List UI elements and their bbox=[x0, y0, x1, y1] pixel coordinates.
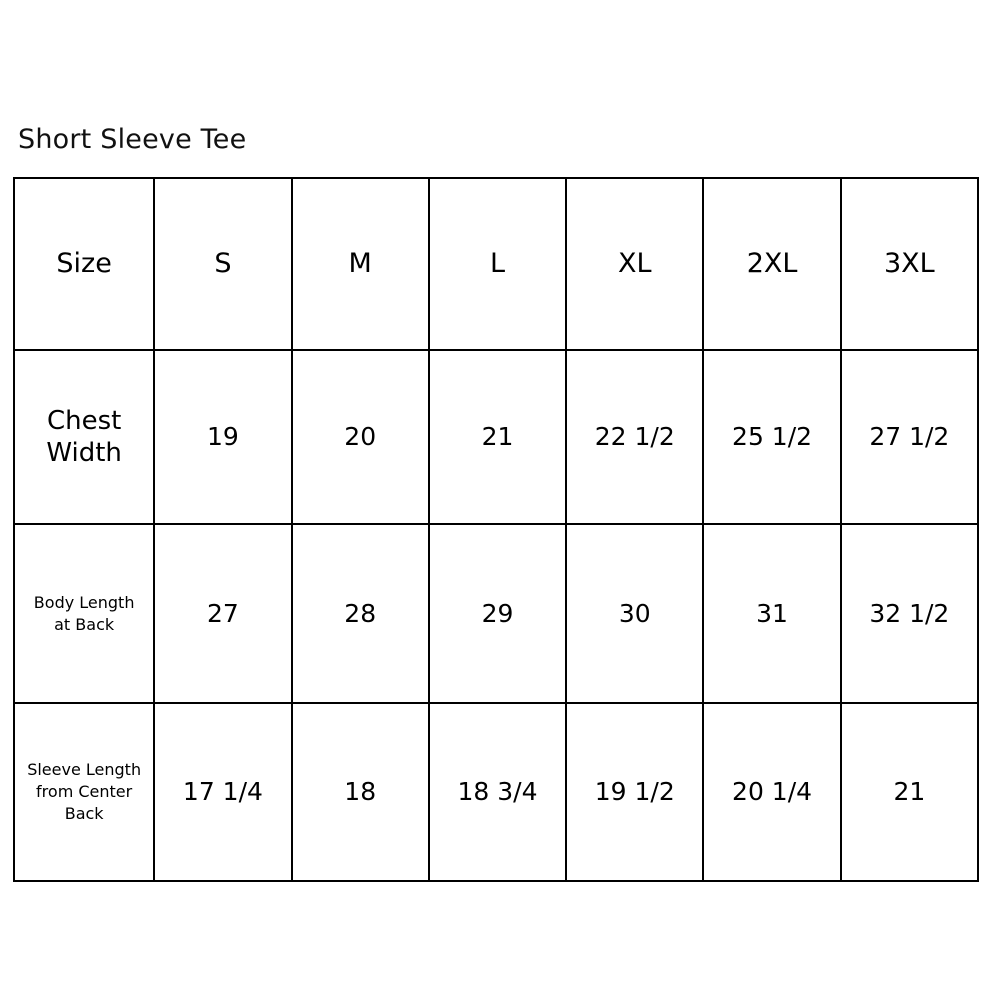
column-header-xl bbox=[566, 178, 703, 350]
cell-sleeve-s bbox=[154, 703, 291, 881]
cell-body-m bbox=[292, 524, 429, 703]
column-header-s bbox=[154, 178, 291, 350]
cell-value: 27 1/2 bbox=[869, 422, 950, 451]
column-header-3xl bbox=[841, 178, 978, 350]
table-header-row bbox=[14, 178, 978, 350]
cell-value: 29 bbox=[481, 598, 514, 628]
cell-sleeve-xl bbox=[566, 703, 703, 881]
cell-chest-m bbox=[292, 350, 429, 524]
row-label-line: at Back bbox=[54, 614, 115, 634]
cell-chest-xl bbox=[566, 350, 703, 524]
cell-value: 18 3/4 bbox=[457, 777, 538, 806]
cell-value: 20 bbox=[344, 422, 377, 451]
column-header-l bbox=[429, 178, 566, 350]
row-header-sleeve-length bbox=[14, 703, 154, 881]
cell-sleeve-3xl bbox=[841, 703, 978, 881]
cell-value: 19 bbox=[207, 422, 239, 451]
cell-value: 21 bbox=[481, 422, 514, 451]
column-header-2xl bbox=[703, 178, 840, 350]
table-row bbox=[14, 350, 978, 524]
cell-sleeve-m bbox=[292, 703, 429, 881]
row-label-line: Sleeve Length bbox=[27, 760, 142, 779]
cell-sleeve-l bbox=[429, 703, 566, 881]
row-header-body-length bbox=[14, 524, 154, 703]
column-header-size bbox=[14, 178, 154, 350]
cell-value: 22 1/2 bbox=[594, 422, 675, 451]
cell-body-xl bbox=[566, 524, 703, 703]
column-header-label: L bbox=[489, 248, 505, 279]
row-header-chest-width bbox=[14, 350, 154, 524]
cell-body-3xl bbox=[841, 524, 978, 703]
cell-value: 28 bbox=[344, 598, 377, 628]
column-header-label: XL bbox=[617, 248, 652, 279]
cell-chest-2xl bbox=[703, 350, 840, 524]
cell-body-2xl bbox=[703, 524, 840, 703]
column-header-label: 2XL bbox=[746, 248, 798, 279]
row-label-line: Back bbox=[64, 804, 104, 823]
column-header-label: S bbox=[214, 248, 232, 279]
cell-body-s bbox=[154, 524, 291, 703]
cell-value: 27 bbox=[207, 598, 239, 628]
page-title: Short Sleeve Tee bbox=[18, 124, 247, 155]
cell-value: 30 bbox=[618, 598, 651, 628]
cell-value: 18 bbox=[344, 777, 377, 806]
cell-value: 31 bbox=[756, 598, 788, 628]
column-header-m bbox=[292, 178, 429, 350]
cell-sleeve-2xl bbox=[703, 703, 840, 881]
cell-value: 17 1/4 bbox=[182, 777, 263, 806]
cell-value: 20 1/4 bbox=[732, 777, 813, 806]
column-header-label: M bbox=[348, 248, 372, 279]
cell-chest-l bbox=[429, 350, 566, 524]
table-row bbox=[14, 524, 978, 703]
column-header-label: 3XL bbox=[883, 248, 935, 279]
cell-chest-3xl bbox=[841, 350, 978, 524]
row-label-line: from Center bbox=[36, 782, 133, 801]
size-chart-table bbox=[13, 177, 979, 882]
row-label-line: Body Length bbox=[33, 592, 135, 612]
row-label-line: Width bbox=[46, 438, 122, 468]
table-row bbox=[14, 703, 978, 881]
cell-value: 21 bbox=[893, 777, 926, 806]
row-label-line: Chest bbox=[46, 406, 122, 436]
cell-value: 19 1/2 bbox=[594, 777, 675, 806]
column-header-label: Size bbox=[56, 248, 112, 279]
cell-body-l bbox=[429, 524, 566, 703]
cell-value: 32 1/2 bbox=[869, 598, 950, 628]
cell-chest-s bbox=[154, 350, 291, 524]
cell-value: 25 1/2 bbox=[732, 422, 813, 451]
